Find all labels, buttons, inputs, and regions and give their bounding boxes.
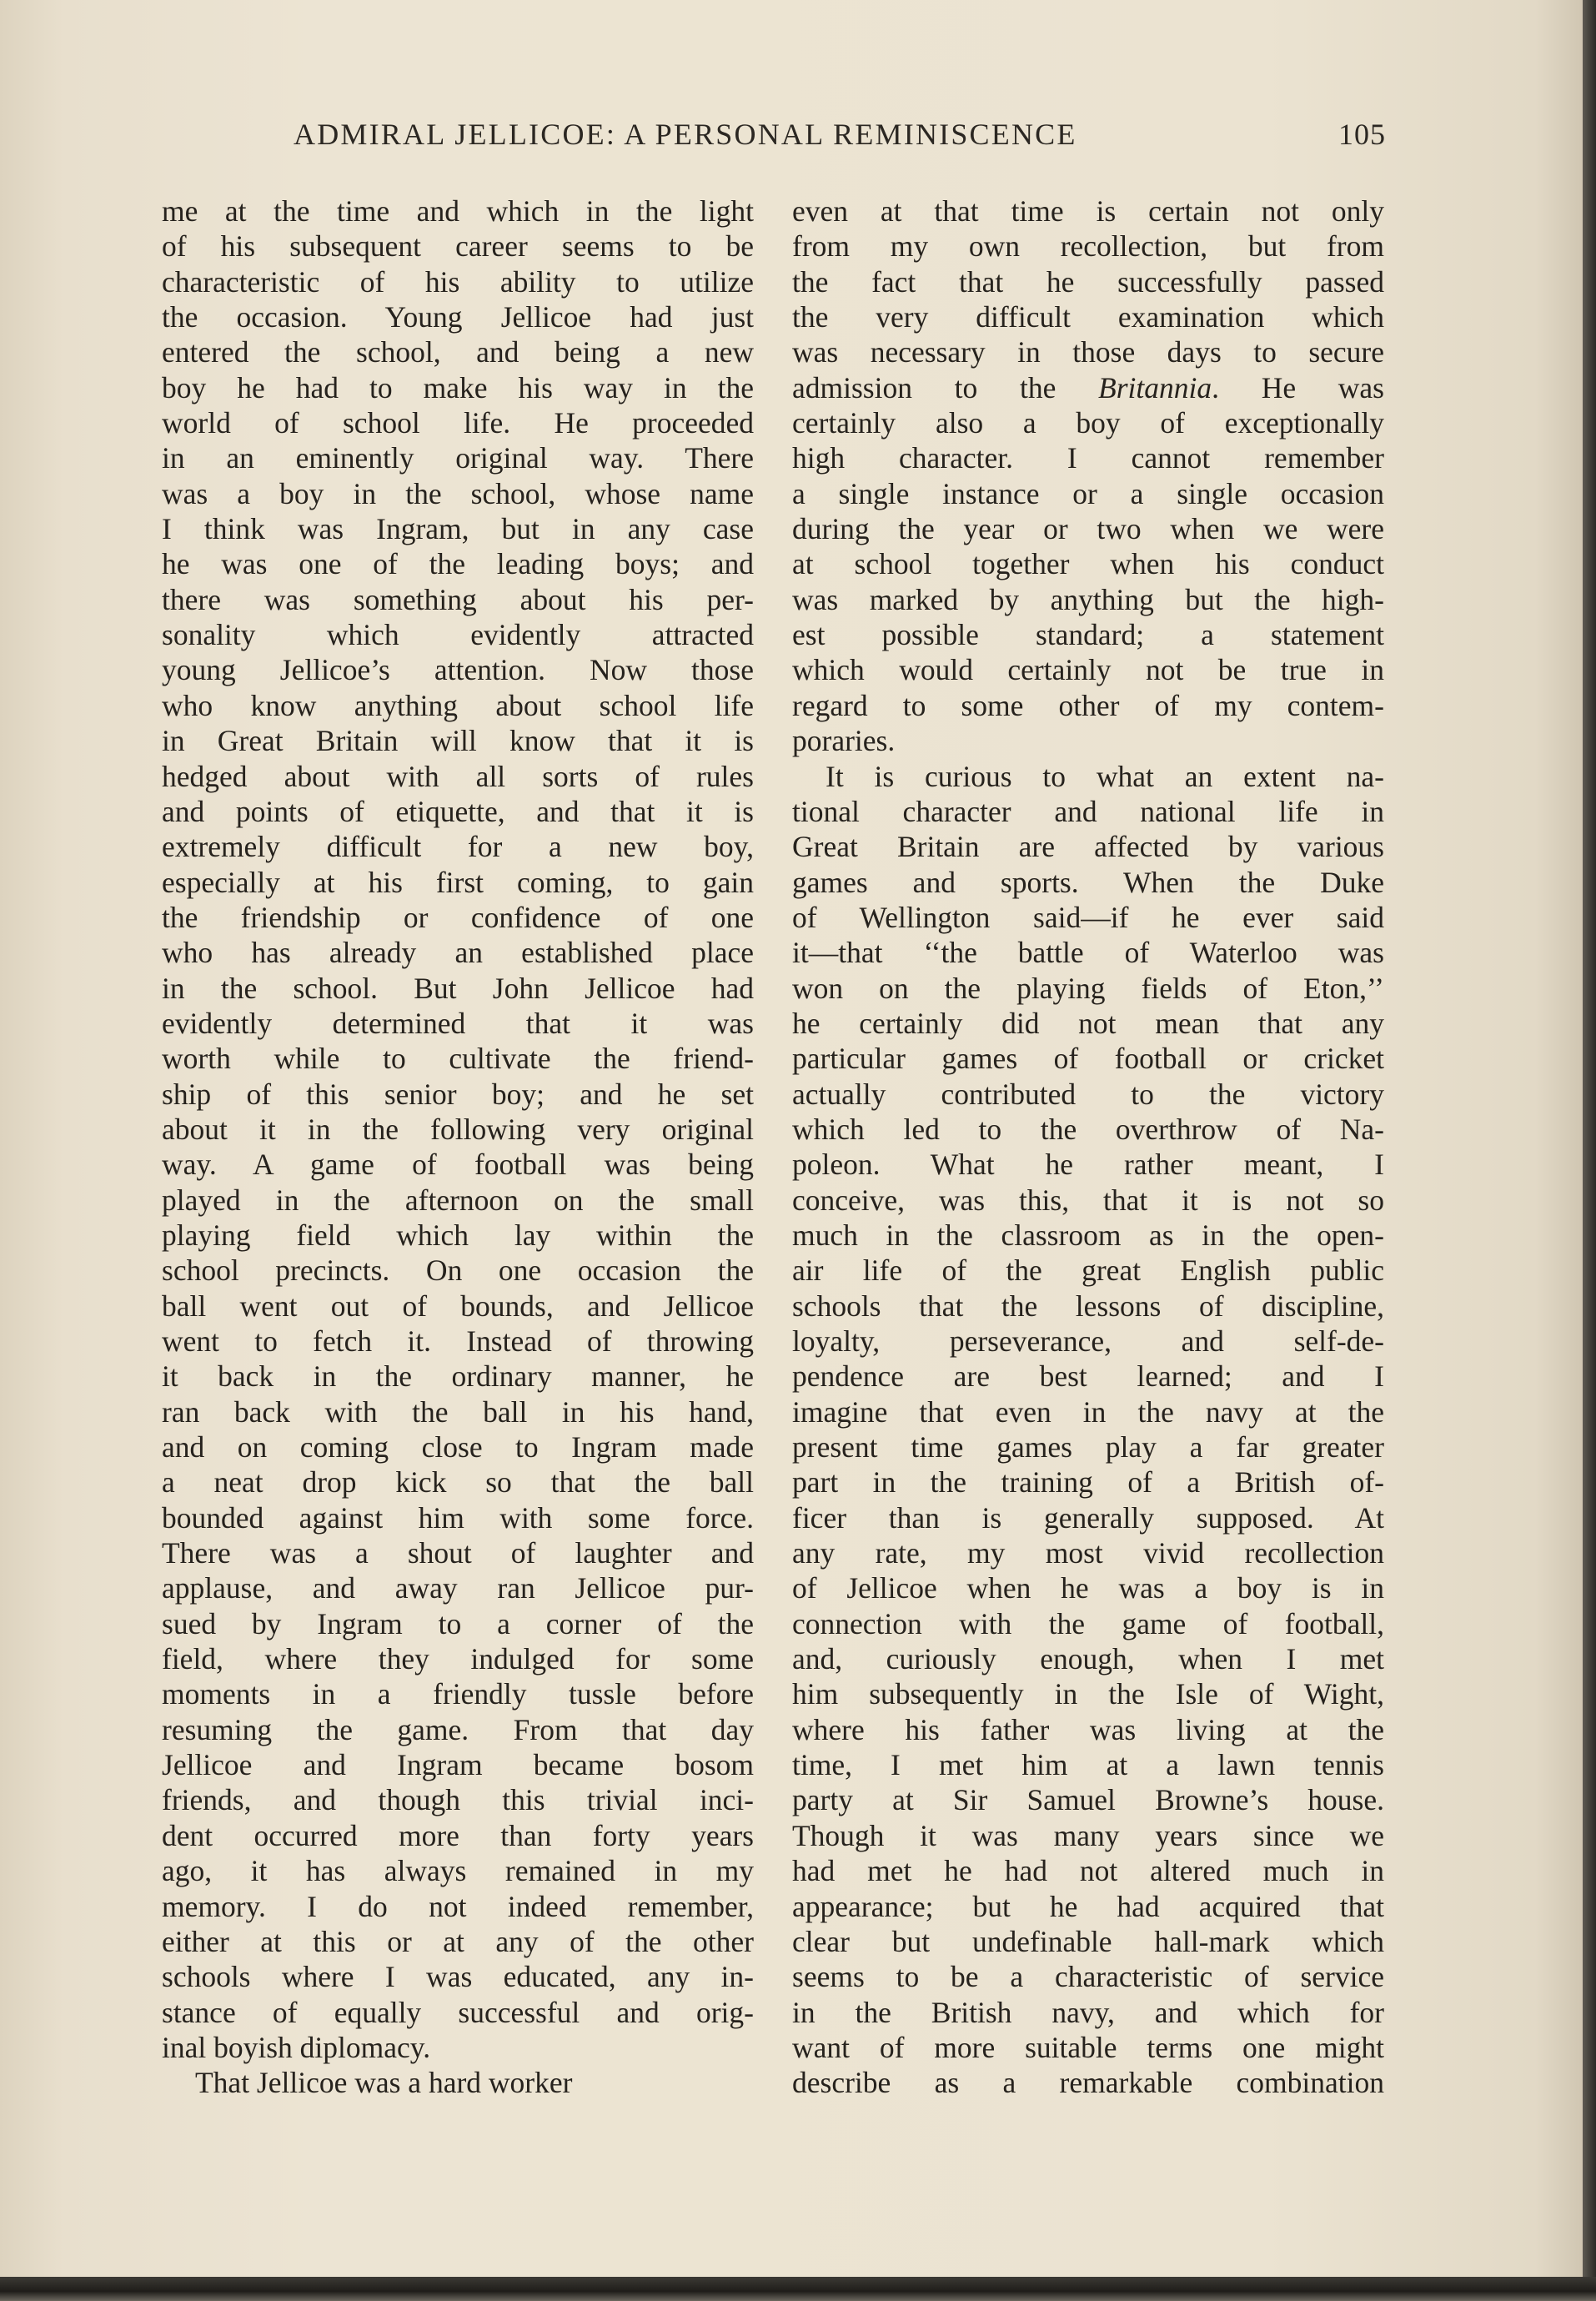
page-number: 105 [1338, 118, 1386, 151]
text-line: tional character and national life in [792, 794, 1384, 828]
text-line: the fact that he successfully passed [792, 264, 1384, 299]
text-line: there was something about his per- [162, 582, 754, 616]
text-line: There was a shout of laughter and [162, 1536, 754, 1570]
text-line: who has already an established place [162, 936, 754, 970]
text-line: ficer than is generally supposed. At [792, 1500, 1384, 1535]
text-line: seems to be a characteristic of service [792, 1960, 1384, 1994]
text-line: pendence are best learned; and I [792, 1359, 1384, 1394]
text-line: part in the training of a British of- [792, 1465, 1384, 1500]
text-line: world of school life. He proceeded [162, 406, 754, 440]
text-line: even at that time is certain not only [792, 194, 1384, 228]
text-line: in the school. But John Jellicoe had [162, 971, 754, 1005]
text-line: loyalty, perseverance, and self-de- [792, 1324, 1384, 1358]
text-line: and points of etiquette, and that it is [162, 794, 754, 828]
text-line: had met he had not altered much in [792, 1854, 1384, 1888]
left-text-column [162, 193, 754, 2101]
text-line: entered the school, and being a new [162, 335, 754, 369]
text-line: during the year or two when we were [792, 512, 1384, 546]
text-line: went to fetch it. Instead of throwing [162, 1324, 754, 1358]
right-column-opening-lines [792, 193, 1384, 370]
text-line: school precincts. On one occasion the [162, 1253, 754, 1288]
text-line: from my own recollection, but from [792, 229, 1384, 264]
text-line: he was one of the leading boys; and [162, 547, 754, 581]
right-text-column [792, 193, 1384, 2101]
right-column-remaining-lines [792, 405, 1384, 2101]
text-line: present time games play a far greater [792, 1430, 1384, 1465]
text-line: sonality which evidently attracted [162, 618, 754, 652]
text-line: which led to the overthrow of Na- [792, 1112, 1384, 1146]
text-line: of Jellicoe when he was a boy is in [792, 1571, 1384, 1605]
text-line: was necessary in those days to secure [792, 335, 1384, 369]
text-line: in the British navy, and which for [792, 1995, 1384, 2029]
text-line: ran back with the ball in his hand, [162, 1394, 754, 1429]
text-line: about it in the following very original [162, 1112, 754, 1146]
text-line: the very difficult examination which [792, 300, 1384, 334]
italic-line-suffix: . He was [1212, 370, 1384, 404]
text-line: connection with the game of football, [792, 1606, 1384, 1640]
text-line: young Jellicoe’s attention. Now those [162, 653, 754, 687]
text-line: of Wellington said—if he ever said [792, 900, 1384, 934]
text-line: stance of equally successful and orig- [162, 1995, 754, 2029]
text-line: appearance; but he had acquired that [792, 1889, 1384, 1923]
text-line: characteristic of his ability to utilize [162, 264, 754, 299]
text-line: time, I met him at a lawn tennis [792, 1748, 1384, 1782]
text-line: way. A game of football was being [162, 1148, 754, 1182]
text-line: resuming the game. From that day [162, 1712, 754, 1746]
text-line: won on the playing fields of Eton,’’ [792, 971, 1384, 1005]
text-line: the occasion. Young Jellicoe had just [162, 300, 754, 334]
text-line: imagine that even in the navy at the [792, 1394, 1384, 1429]
text-line: it—that ‘‘the battle of Waterloo was [792, 936, 1384, 970]
text-line: It is curious to what an extent na- [826, 759, 1384, 793]
text-line: I think was Ingram, but in any case [162, 512, 754, 546]
text-line: games and sports. When the Duke [792, 865, 1384, 899]
text-line: a neat drop kick so that the ball [162, 1465, 754, 1500]
text-line: in an eminently original way. There [162, 441, 754, 475]
text-line: in Great Britain will know that it is [162, 724, 754, 758]
page-edge-shadow-bottom [0, 2277, 1596, 2301]
text-line: poleon. What he rather meant, I [792, 1148, 1384, 1182]
text-line: certainly also a boy of exceptionally [792, 406, 1384, 440]
text-line: Jellicoe and Ingram became bosom [162, 1748, 754, 1782]
text-line: ago, it has always remained in my [162, 1854, 754, 1888]
text-line: conceive, was this, that it is not so [792, 1183, 1384, 1217]
text-line: which would certainly not be true in [792, 653, 1384, 687]
text-line: schools where I was educated, any in- [162, 1960, 754, 1994]
text-line: want of more suitable terms one might [792, 2030, 1384, 2064]
text-line: who know anything about school life [162, 688, 754, 722]
text-line: regard to some other of my contem- [792, 688, 1384, 722]
text-line: poraries. [792, 724, 896, 758]
text-line: hedged about with all sorts of rules [162, 759, 754, 793]
text-line: he certainly did not mean that any [792, 1006, 1384, 1040]
text-line: and, curiously enough, when I met [792, 1642, 1384, 1676]
text-line: sued by Ingram to a corner of the [162, 1606, 754, 1640]
text-line: Great Britain are affected by various [792, 830, 1384, 864]
ship-name-italic: Britannia [1098, 370, 1212, 404]
text-line: him subsequently in the Isle of Wight, [792, 1677, 1384, 1711]
text-line: worth while to cultivate the friend- [162, 1042, 754, 1076]
text-line: boy he had to make his way in the [162, 370, 754, 404]
text-line: ball went out of bounds, and Jellicoe [162, 1289, 754, 1323]
text-line: and on coming close to Ingram made [162, 1430, 754, 1465]
text-line: air life of the great English public [792, 1253, 1384, 1288]
text-line: at school together when his conduct [792, 547, 1384, 581]
text-line: much in the classroom as in the open- [792, 1218, 1384, 1252]
page-edge-shadow-right [1583, 0, 1596, 2301]
text-line: of his subsequent career seems to be [162, 229, 754, 264]
text-line: the friendship or confidence of one [162, 900, 754, 934]
text-line: party at Sir Samuel Browne’s house. [792, 1783, 1384, 1817]
text-line: it back in the ordinary manner, he [162, 1359, 754, 1394]
text-line: moments in a friendly tussle before [162, 1677, 754, 1711]
text-line: schools that the lessons of discipline, [792, 1289, 1384, 1323]
text-line: where his father was living at the [792, 1712, 1384, 1746]
text-line: memory. I do not indeed remember, [162, 1889, 754, 1923]
text-line: That Jellicoe was a hard worker [195, 2066, 573, 2100]
text-line: applause, and away ran Jellicoe pur- [162, 1571, 754, 1605]
text-line: played in the afternoon on the small [162, 1183, 754, 1217]
text-line: evidently determined that it was [162, 1006, 754, 1040]
text-line: clear but undefinable hall-mark which [792, 1924, 1384, 1958]
text-line: describe as a remarkable combination [792, 2066, 1384, 2100]
italic-line-prefix: admission to the [792, 370, 1099, 404]
text-line: particular games of football or cricket [792, 1042, 1384, 1076]
text-line: was marked by anything but the high- [792, 582, 1384, 616]
text-line: field, where they indulged for some [162, 1642, 754, 1676]
text-line-with-italic [792, 370, 1384, 405]
text-line: especially at his first coming, to gain [162, 865, 754, 899]
text-line: bounded against him with some force. [162, 1500, 754, 1535]
text-line: playing field which lay within the [162, 1218, 754, 1252]
text-line: inal boyish diplomacy. [162, 2030, 431, 2064]
text-line: friends, and though this trivial inci- [162, 1783, 754, 1817]
text-line: a single instance or a single occasion [792, 476, 1384, 510]
text-line: any rate, my most vivid recollection [792, 1536, 1384, 1570]
text-line: est possible standard; a statement [792, 618, 1384, 652]
text-line: Though it was many years since we [792, 1818, 1384, 1852]
text-line: dent occurred more than forty years [162, 1818, 754, 1852]
text-line: me at the time and which in the light [162, 194, 754, 228]
text-line: was a boy in the school, whose name [162, 476, 754, 510]
text-line: ship of this senior boy; and he set [162, 1077, 754, 1111]
text-line: extremely difficult for a new boy, [162, 830, 754, 864]
running-header [294, 117, 1386, 152]
running-title: ADMIRAL JELLICOE: A PERSONAL REMINISCENCE [294, 118, 1077, 151]
text-line: either at this or at any of the other [162, 1924, 754, 1958]
text-line: actually contributed to the victory [792, 1077, 1384, 1111]
text-line: high character. I cannot remember [792, 441, 1384, 475]
